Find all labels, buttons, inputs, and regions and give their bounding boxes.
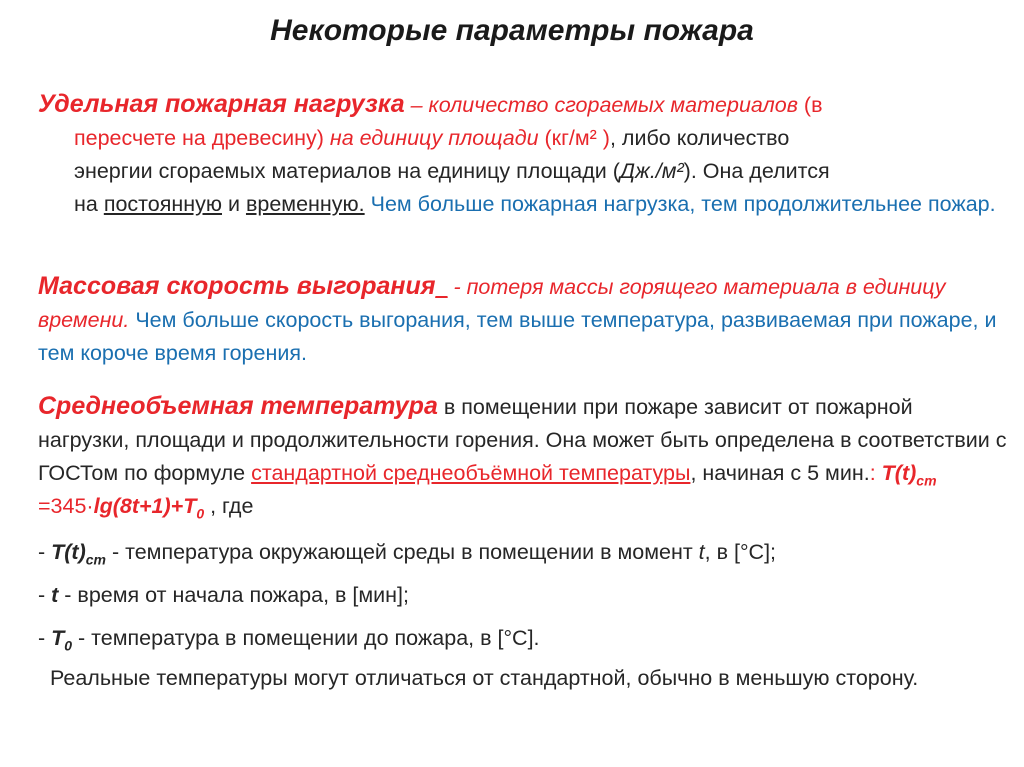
note-text: Реальные температуры могут отличаться от стандартной, обычно в меньшую сторону. bbox=[50, 666, 919, 690]
definition-part: пересчете на древесину) bbox=[74, 126, 330, 150]
burn-rate-note: Чем больше скорость выгорания, тем выше температура, развиваемая при пожаре, и тем короче время горения. bbox=[38, 308, 997, 365]
text-part: ). Она делится bbox=[683, 159, 830, 183]
standard-temp-link[interactable]: стандартной среднеобъёмной температуры bbox=[251, 461, 691, 485]
text-part: , где bbox=[204, 494, 254, 518]
formula-part: T(t) bbox=[881, 461, 917, 485]
formula-sub: 0 bbox=[196, 505, 205, 522]
page-title: Некоторые параметры пожара bbox=[270, 14, 754, 47]
term-avg-temp: Среднеобъемная температура bbox=[38, 392, 438, 420]
dash: - bbox=[38, 540, 52, 564]
closing-note bbox=[50, 662, 1022, 695]
def-line-t bbox=[38, 579, 409, 612]
text-part: , в [°C]; bbox=[704, 540, 777, 564]
variable: t bbox=[698, 540, 705, 564]
term-fire-load: Удельная пожарная нагрузка bbox=[38, 90, 405, 118]
definition-part: – количество сгораемых материалов bbox=[404, 93, 804, 117]
text-part: - время от начала пожара, в [мин]; bbox=[58, 583, 409, 607]
formula-part: lg(8t+1)+T bbox=[93, 494, 197, 518]
def-line-t0 bbox=[38, 622, 540, 655]
symbol-sub: cm bbox=[85, 551, 106, 568]
text-part: , начиная с 5 мин. bbox=[690, 461, 870, 485]
text-part: , либо количество bbox=[609, 126, 790, 150]
text-part: на bbox=[74, 192, 104, 216]
formula-sub: cm bbox=[916, 472, 937, 489]
definition-part: на единицу площади bbox=[329, 126, 545, 150]
text-part: в помещении при пожаре зависит от пожарной нагрузки, площади и продолжительности горения. Она может быть определена в соответствии с ГОСТом по формуле bbox=[38, 395, 1007, 485]
definition-part: - потеря массы горящего материала в единицу времени. bbox=[38, 275, 946, 332]
colon: : bbox=[869, 461, 882, 485]
text-part: - температура окружающей среды в помещении в момент bbox=[106, 540, 699, 564]
paragraph-burn-rate bbox=[38, 270, 1008, 370]
dash: - bbox=[38, 583, 52, 607]
symbol: T bbox=[51, 626, 65, 650]
paragraph-avg-temp bbox=[38, 390, 1008, 523]
def-line-tt bbox=[38, 536, 776, 569]
definition-part: (в bbox=[803, 93, 823, 117]
term-temporary: временную. bbox=[245, 192, 365, 216]
term-burn-rate: Массовая скорость выгорания bbox=[38, 272, 436, 300]
text-part: - температура в помещении до пожара, в [°C]. bbox=[72, 626, 540, 650]
formula-part: =345· bbox=[38, 494, 94, 518]
term-permanent: постоянную bbox=[103, 192, 222, 216]
paragraph-fire-load bbox=[38, 88, 1008, 221]
dash: - bbox=[38, 626, 52, 650]
definition-part: (кг/м² ) bbox=[544, 126, 610, 150]
indented-lines bbox=[38, 122, 1008, 221]
symbol-sub: 0 bbox=[64, 637, 73, 654]
unit-energy: Дж./м² bbox=[619, 159, 684, 183]
text-part: и bbox=[222, 192, 246, 216]
underscore-mark: _ bbox=[435, 275, 448, 299]
symbol: t bbox=[51, 583, 59, 607]
symbol: T(t) bbox=[51, 540, 86, 564]
fire-load-note: Чем больше пожарная нагрузка, тем продолжительнее пожар. bbox=[364, 192, 996, 216]
text-part: энергии сгораемых материалов на единицу площади ( bbox=[74, 159, 620, 183]
